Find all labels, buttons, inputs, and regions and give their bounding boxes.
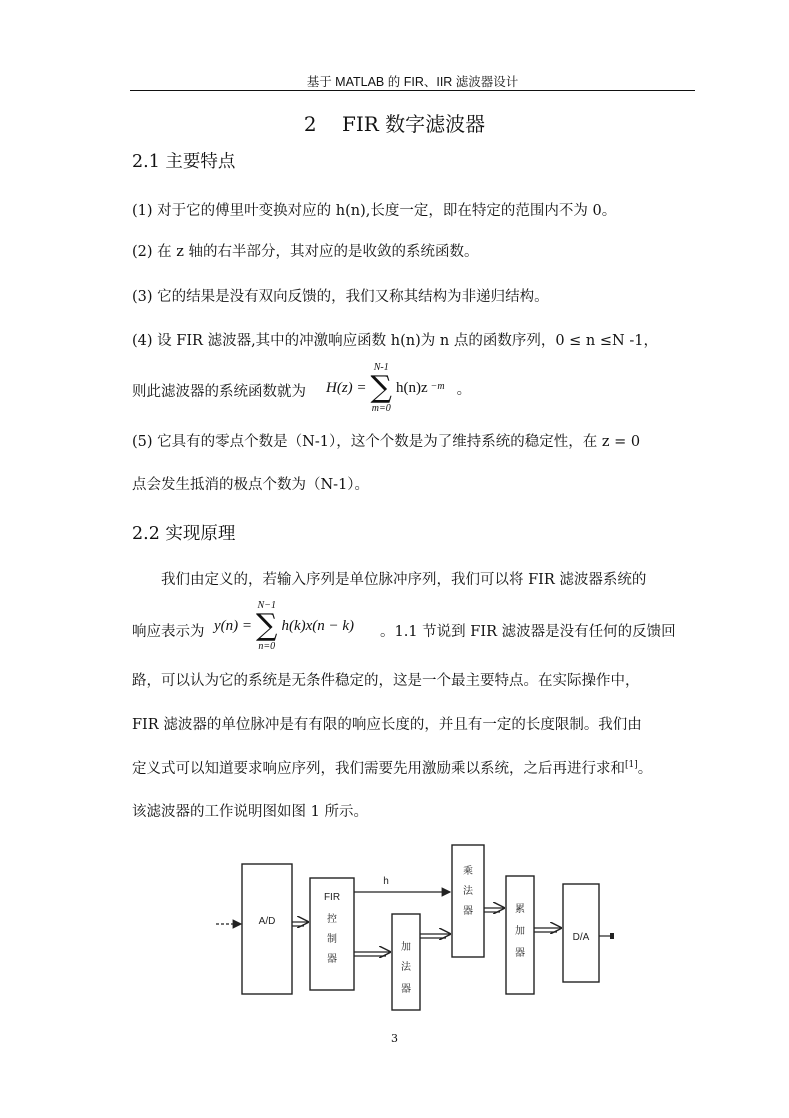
para-line-6: 该滤波器的工作说明图如图 1 所示。 (132, 804, 368, 820)
fir-label-1: 控 (327, 914, 337, 925)
formula-system-function (326, 362, 472, 414)
list-item-4-continuation (132, 380, 306, 401)
mult-label-1: 法 (463, 886, 473, 897)
formula1-lower: m=0 (371, 403, 391, 414)
adder-label-0: 加 (401, 942, 411, 953)
formula2-lower: n=0 (258, 641, 276, 652)
formula2-body: h(k)x(n − k) (281, 617, 355, 634)
formula2-sum (256, 600, 277, 652)
running-header: 基于 MATLAB 的 FIR、IIR 滤波器设计 (306, 75, 519, 89)
formula1-lhs: H(z) = (326, 379, 367, 396)
header-rule (130, 90, 695, 91)
fir-label-0: FIR (323, 892, 341, 903)
para-line-4: FIR 滤波器的单位脉冲是有有限的响应长度的，并且有一定的长度限制。我们由 (132, 717, 642, 733)
sigma-icon: ∑ (256, 608, 278, 643)
list-item-3: (3) 它的结果是没有双向反馈的，我们又称其结构为非递归结构。 (132, 289, 549, 305)
block-diagram-figure (200, 842, 640, 1016)
formula1-upper: N-1 (373, 362, 389, 373)
adder-label-1: 法 (401, 962, 411, 973)
chapter-title-text: FIR 数字滤波器 (341, 112, 486, 136)
formula1-exp: −m (430, 380, 445, 392)
list-item-4: (4) 设 FIR 滤波器,其中的冲激响应函数 h(n)为 n 点的函数序列，0 ≤ n ≤N -1， (132, 333, 658, 349)
acc-label-0: 累 (515, 904, 525, 915)
mult-label-0: 乘 (463, 866, 473, 877)
list-item-1: (1) 对于它的傅里叶变换对应的 h(n),长度一定，即在特定的范围内不为 0。 (132, 203, 617, 219)
formula-response (214, 600, 355, 652)
block-diagram-svg (200, 842, 640, 1012)
list-item-2: (2) 在 z 轴的右半部分，其对应的是收敛的系统函数。 (132, 244, 479, 260)
list-item-5-line1: (5) 它具有的零点个数是（N-1），这个个数是为了维持系统的稳定性，在 z = 0 (132, 434, 641, 450)
chapter-number: 2 (303, 112, 317, 136)
para-line-5-end: 。 (637, 761, 653, 777)
h-label: h (383, 876, 389, 887)
ad-label: A/D (258, 916, 276, 927)
list-item-5-line2: 点会发生抵消的极点个数为（N-1）。 (132, 477, 370, 493)
adder-label-2: 器 (401, 984, 411, 995)
da-label: D/A (572, 932, 590, 943)
sigma-icon: ∑ (370, 370, 392, 405)
formula2-lhs: y(n) = (214, 617, 253, 634)
page-number: 3 (391, 1032, 398, 1045)
fir-label-2: 制 (327, 934, 337, 945)
formula1-body: h(n)z (395, 379, 428, 396)
ad-block (242, 864, 292, 994)
mult-label-2: 器 (463, 906, 473, 917)
formula2-upper: N−1 (257, 600, 276, 611)
acc-label-2: 器 (515, 948, 525, 959)
fir-label-3: 器 (327, 954, 337, 965)
para-line-2-suffix: 。1.1 节说到 FIR 滤波器是没有任何的反馈回 (380, 624, 676, 640)
formula1-period: 。 (456, 381, 472, 398)
para-line-5-text: 定义式可以知道要求响应序列，我们需要先用激励乘以系统，之后再进行求和 (132, 761, 625, 777)
acc-label-1: 加 (515, 926, 525, 937)
chapter-title (0, 108, 789, 137)
para-line-2-prefix: 响应表示为 (132, 624, 205, 640)
citation-ref: [1] (625, 760, 638, 771)
para-line-5 (132, 757, 652, 778)
formula1-sum (371, 362, 392, 414)
section-heading-2-2: 2.2 实现原理 (132, 524, 236, 544)
para-line-1: 我们由定义的，若输入序列是单位脉冲序列，我们可以将 FIR 滤波器系统的 (161, 572, 647, 588)
multiplier-block (452, 845, 484, 957)
item4-cont-text: 则此滤波器的系统函数就为 (132, 384, 306, 400)
para-line-3: 路，可以认为它的系统是无条件稳定的，这是一个最主要特点。在实际操作中， (132, 673, 640, 689)
section-heading-2-1: 2.1 主要特点 (132, 152, 236, 172)
